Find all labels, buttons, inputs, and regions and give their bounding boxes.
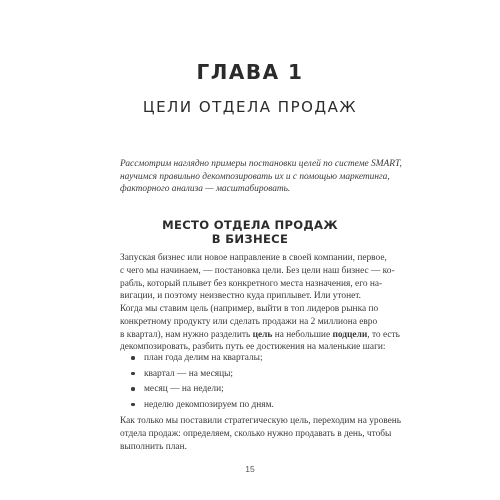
section-heading-line-1: МЕСТО ОТДЕЛА ПРОДАЖ: [162, 218, 338, 232]
paragraph-line: [120, 329, 400, 342]
bullet-icon: [131, 356, 135, 360]
list-item: [130, 352, 390, 368]
intro-line: факторного анализа — масштабировать.: [120, 184, 291, 195]
paragraph-line: вигации, и поэтому неизвестно куда приплывет. Или утонет.: [120, 291, 361, 302]
chapter-title: ЦЕЛИ ОТДЕЛА ПРОДАЖ: [142, 98, 358, 116]
intro-line: научимся правильно декомпозировать их и с помощью маркетинга,: [120, 171, 390, 182]
paragraph-1: [120, 252, 395, 303]
chapter-intro: [120, 158, 402, 196]
paragraph-line: декомпозировать, разбить путь ее достижения на маленькие шаги:: [120, 342, 386, 353]
list-item-text: неделю декомпозируем по дням.: [144, 399, 274, 410]
list-item: [130, 383, 390, 399]
paragraph-line: с чего мы начинаем, — постановка цели. Без цели наш бизнес — ко-: [120, 265, 395, 276]
list-item-text: месяц — на недели;: [144, 384, 224, 394]
list-item: [130, 368, 390, 384]
text-run: , то есть: [367, 329, 400, 340]
bullet-icon: [131, 387, 135, 391]
paragraph-2: [120, 303, 400, 354]
page-number: 15: [245, 464, 255, 474]
bullet-icon: [131, 403, 135, 407]
paragraph-3: [120, 415, 402, 453]
list-item-text: план года делим на кварталы;: [144, 353, 263, 363]
bold-term-subgoals: подцели: [332, 329, 368, 340]
paragraph-line: Как только мы поставили стратегическую цель, переходим на уровень: [120, 416, 402, 426]
section-heading-line-2: В БИЗНЕСЕ: [211, 232, 289, 246]
text-run: в квартал), нам нужно разделить: [120, 329, 253, 340]
text-run: на небольшие: [272, 329, 333, 340]
paragraph-line: рабль, который плывет без конкретного места назначения, его на-: [120, 278, 383, 289]
list-item-text: квартал — на месяцы;: [144, 368, 234, 379]
list-item: [130, 399, 390, 415]
chapter-label: ГЛАВА 1: [196, 60, 304, 84]
bullet-icon: [131, 372, 135, 376]
paragraph-line: отдела продаж: определяем, сколько нужно продавать в день, чтобы: [120, 428, 392, 439]
intro-line: Рассмотрим наглядно примеры постановки целей по системе SMART,: [120, 159, 402, 169]
paragraph-line: Запуская бизнес или новое направление в своей компании, первое,: [120, 253, 387, 263]
paragraph-line: Когда мы ставим цель (например, выйти в топ лидеров рынка по: [120, 304, 379, 314]
paragraph-line: выполнить план.: [120, 441, 187, 452]
paragraph-line: конкретному продукту или сделать продажи на 2 миллиона евро: [120, 316, 378, 327]
section-heading: [0, 218, 500, 246]
bullet-list: [130, 352, 390, 414]
bold-term-goal: цель: [252, 329, 273, 340]
